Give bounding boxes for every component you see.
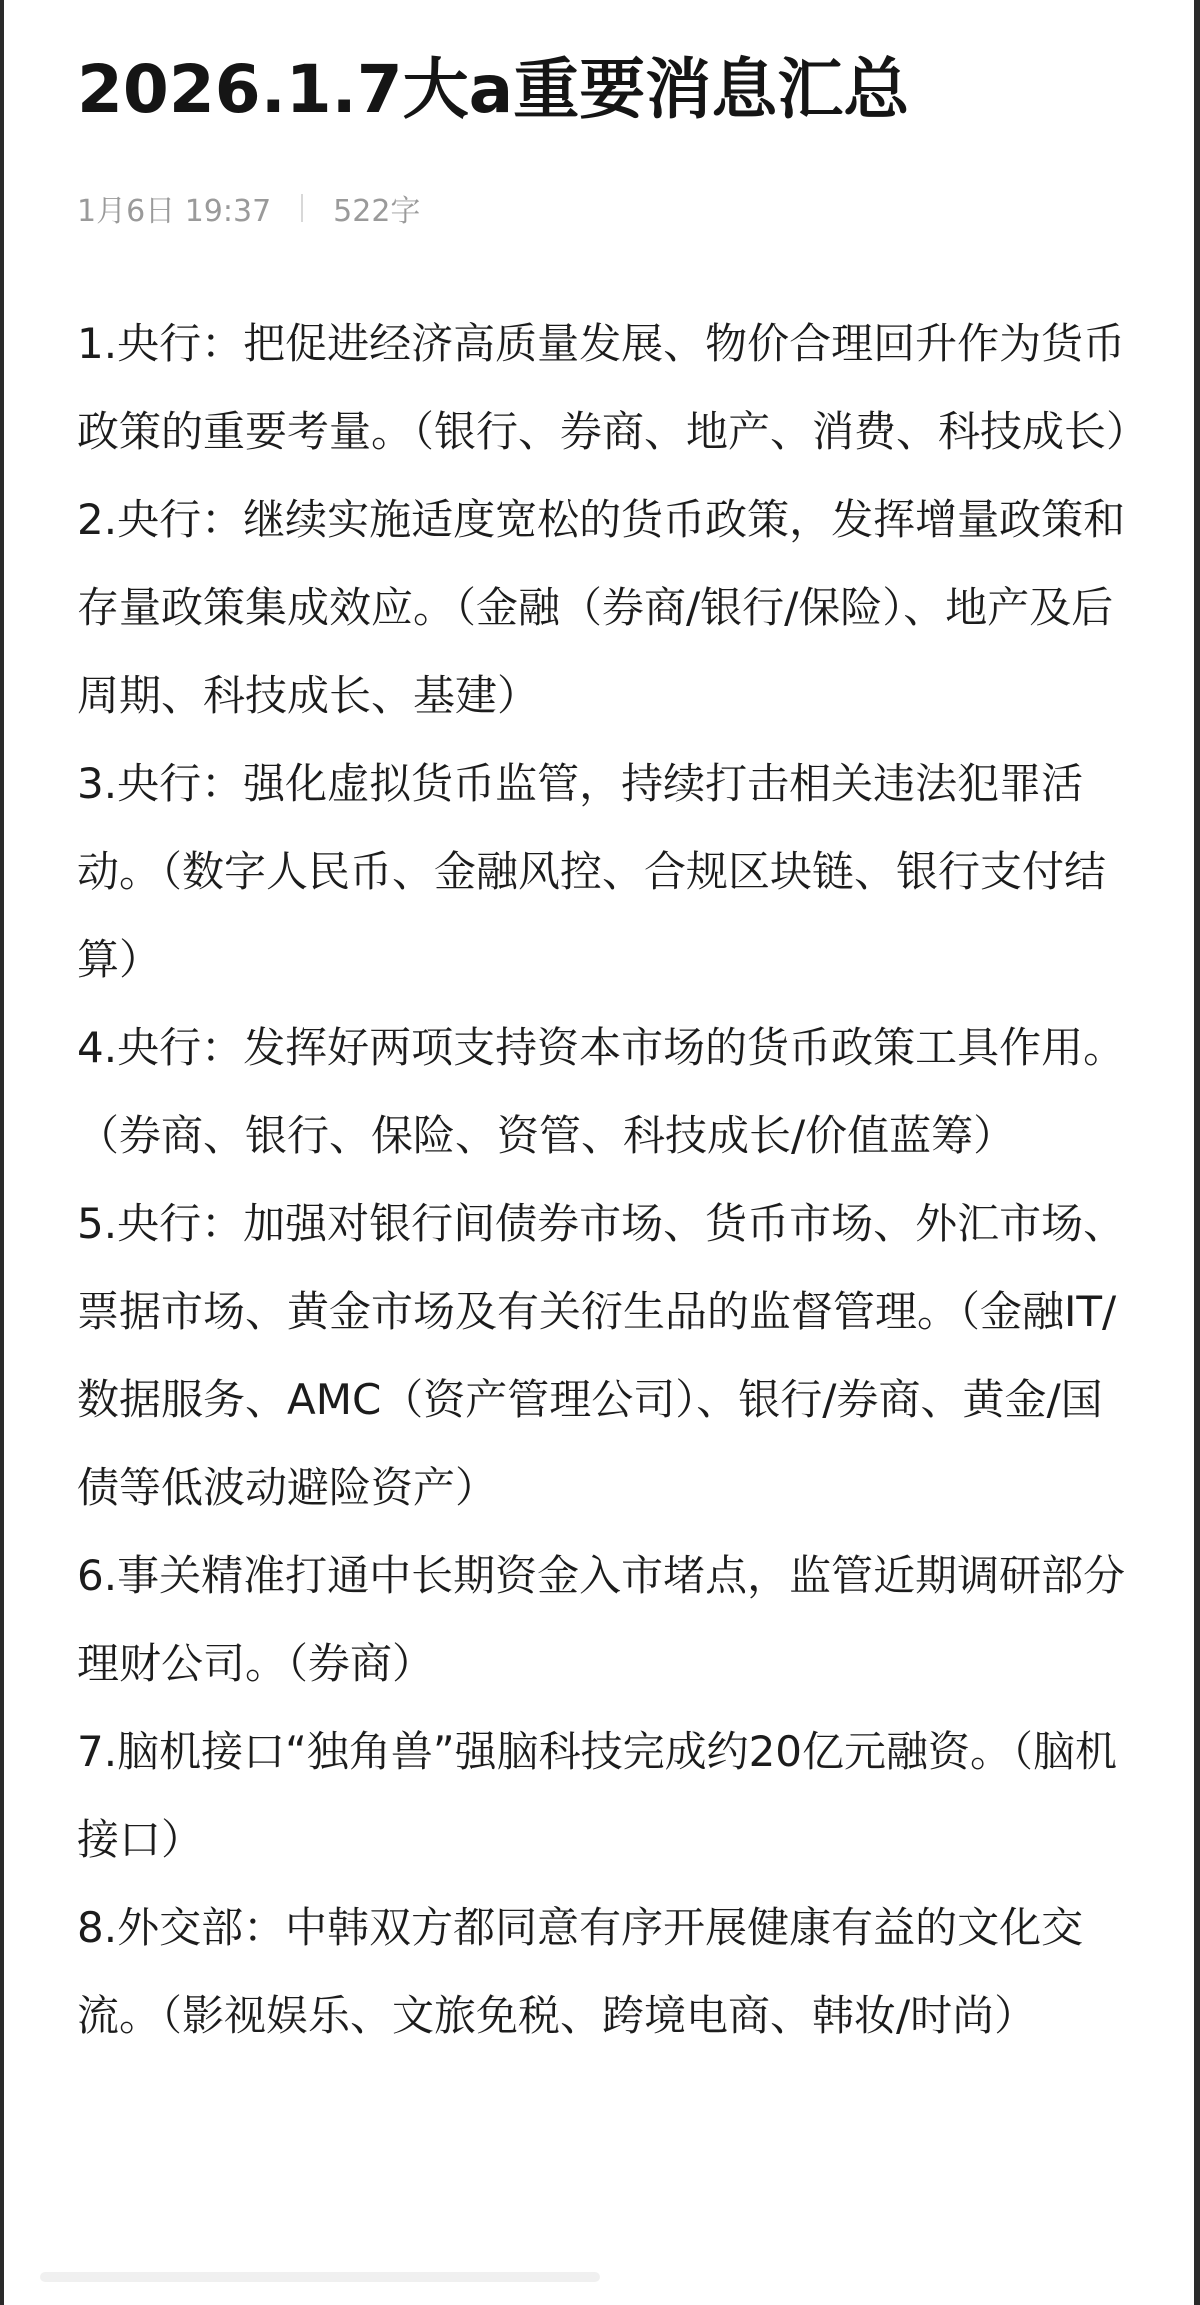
news-item: 1.央行：把促进经济高质量发展、物价合理回升作为货币政策的重要考量。（银行、券商、地产、消费、科技成长）: [77, 319, 1149, 456]
news-item: 7.脑机接口“独角兽”强脑科技完成约20亿元融资。（脑机接口）: [77, 1727, 1118, 1864]
news-item: 2.央行：继续实施适度宽松的货币政策，发挥增量政策和存量政策集成效应。（金融（券商/银行/保险）、地产及后周期、科技成长、基建）: [77, 495, 1126, 720]
article-title: 2026.1.7大a重要消息汇总: [77, 51, 910, 128]
news-item: 6.事关精准打通中长期资金入市堵点，监管近期调研部分理财公司。（券商）: [77, 1551, 1126, 1688]
word-count: 522字: [333, 194, 421, 229]
news-item: 8.外交部：中韩双方都同意有序开展健康有益的文化交流。（影视娱乐、文旅免税、跨境电商、韩妆/时尚）: [77, 1903, 1084, 2040]
article-body: [77, 300, 1149, 2060]
news-item: 5.央行：加强对银行间债券市场、货币市场、外汇市场、票据市场、黄金市场及有关衍生品的监督管理。（金融IT/数据服务、AMC（资产管理公司）、银行/券商、黄金/国债等低波动避险资产）: [77, 1199, 1126, 1512]
bottom-fade: [4, 2265, 1194, 2305]
news-item: 4.央行：发挥好两项支持资本市场的货币政策工具作用。（券商、银行、保险、资管、科技成长/价值蓝筹）: [77, 1023, 1126, 1160]
horizontal-scrollbar[interactable]: [40, 2272, 600, 2282]
article-meta: [77, 182, 420, 234]
meta-divider: [301, 194, 303, 222]
publish-date: 1月6日 19:37: [77, 194, 272, 229]
news-item: 3.央行：强化虚拟货币监管，持续打击相关违法犯罪活动。（数字人民币、金融风控、合规区块链、银行支付结算）: [77, 759, 1107, 984]
